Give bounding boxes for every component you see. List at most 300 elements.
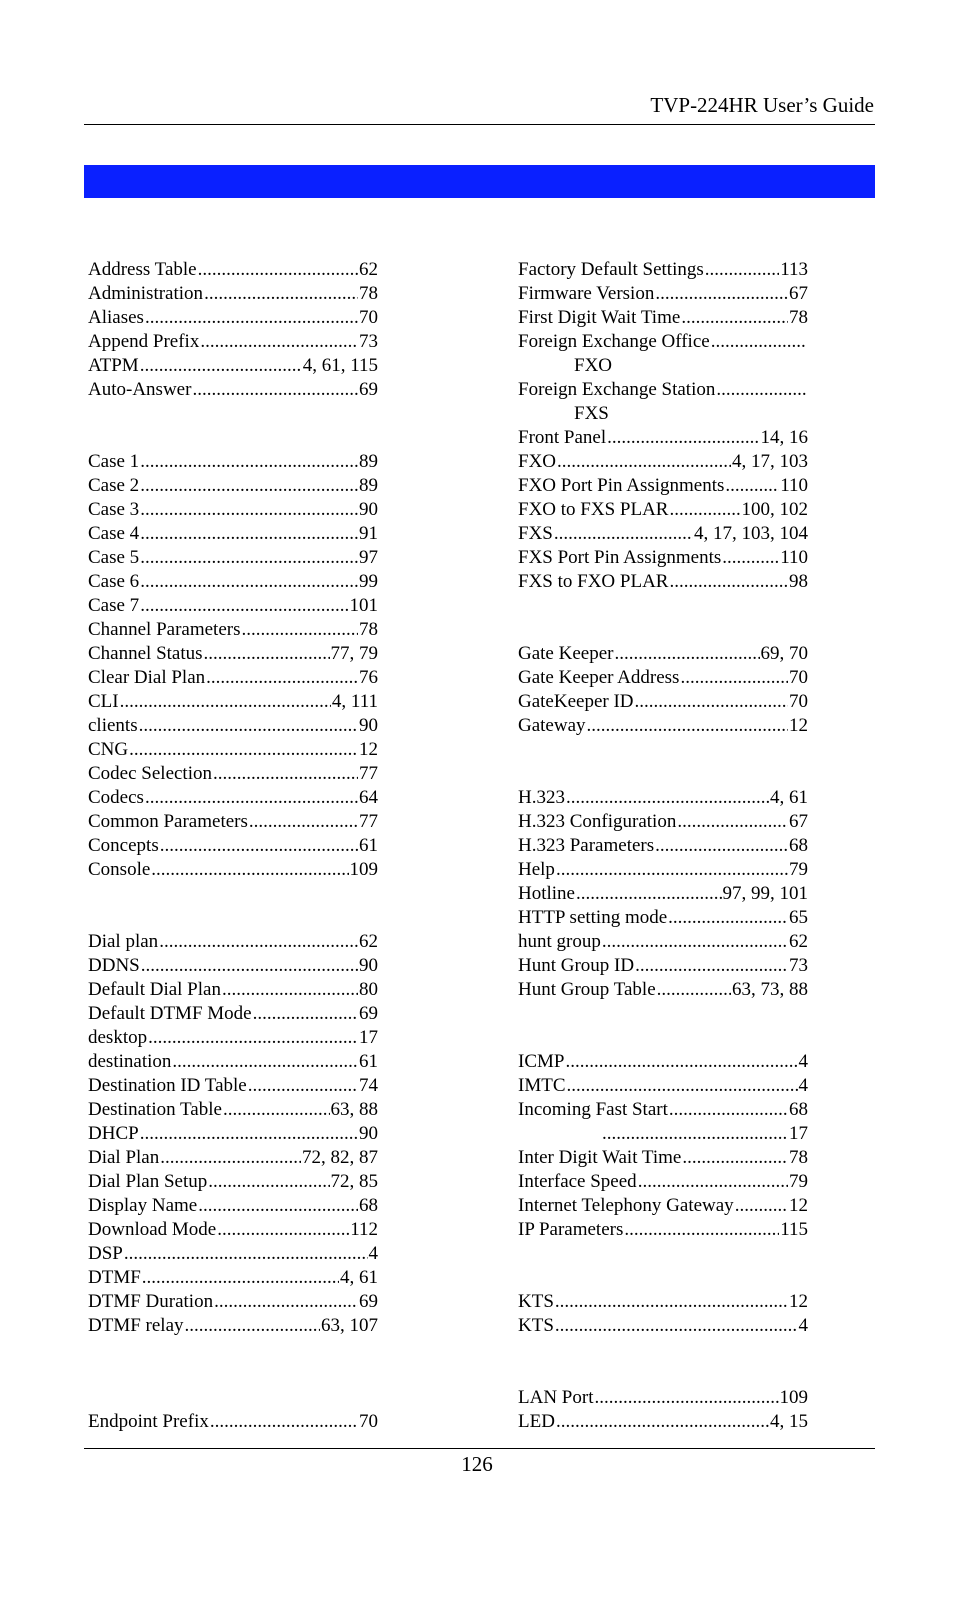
index-entry — [518, 1290, 808, 1314]
dot-leader — [655, 282, 788, 306]
index-entry — [518, 882, 808, 906]
index-pages: 61 — [359, 835, 378, 856]
index-pages: 63, 107 — [321, 1315, 378, 1336]
index-pages: 90 — [359, 715, 378, 736]
index-pages: 12 — [789, 1195, 808, 1216]
dot-leader — [198, 1194, 358, 1218]
dot-leader — [554, 522, 693, 546]
index-term: Destination Table — [88, 1099, 222, 1120]
index-term: Codecs — [88, 787, 144, 808]
index-entry — [88, 546, 378, 570]
index-term: H.323 — [518, 787, 565, 808]
index-entry — [88, 330, 378, 354]
index-entry — [88, 1242, 378, 1266]
index-entry — [518, 258, 808, 282]
dot-leader — [151, 858, 348, 882]
index-pages: 73 — [359, 331, 378, 352]
index-entry — [518, 498, 808, 522]
index-entry — [518, 906, 808, 930]
index-pages: 4 — [798, 1051, 808, 1072]
index-term: Codec Selection — [88, 763, 212, 784]
index-entry — [88, 978, 378, 1002]
index-entry — [518, 378, 808, 402]
index-term: Hunt Group Table — [518, 979, 656, 1000]
index-gap — [518, 1338, 808, 1362]
dot-leader — [602, 930, 788, 954]
index-term: Channel Status — [88, 643, 203, 664]
index-entry — [518, 714, 808, 738]
index-gap — [88, 1386, 378, 1410]
index-term: LAN Port — [518, 1387, 594, 1408]
index-pages: 74 — [359, 1075, 378, 1096]
index-entry — [88, 1122, 378, 1146]
index-entry — [88, 570, 378, 594]
index-term: First Digit Wait Time — [518, 307, 681, 328]
index-entry — [518, 666, 808, 690]
index-pages: 77 — [359, 763, 378, 784]
index-pages: 112 — [350, 1219, 378, 1240]
index-entry — [518, 930, 808, 954]
index-pages: 78 — [789, 307, 808, 328]
index-term: HTTP setting mode — [518, 907, 668, 928]
dot-leader — [249, 810, 358, 834]
index-term: Internet Telephony Gateway — [518, 1195, 734, 1216]
index-term: Download Mode — [88, 1219, 217, 1240]
dot-leader — [716, 378, 807, 402]
dot-leader — [140, 570, 358, 594]
index-term: Incoming Fast Start — [518, 1099, 668, 1120]
index-term: FXS to FXO PLAR — [518, 571, 669, 592]
index-pages: 70 — [789, 667, 808, 688]
index-gap — [88, 426, 378, 450]
index-term: Console — [88, 859, 151, 880]
index-entry — [88, 282, 378, 306]
index-entry — [518, 570, 808, 594]
index-term: FXS — [518, 523, 553, 544]
index-pages: 78 — [359, 283, 378, 304]
index-pages: 89 — [359, 475, 378, 496]
dot-leader — [160, 1146, 301, 1170]
dot-leader — [705, 258, 779, 282]
index-entry — [88, 714, 378, 738]
dot-leader — [217, 1218, 349, 1242]
index-gap — [518, 738, 808, 762]
index-entry — [88, 1026, 378, 1050]
index-term: Channel Parameters — [88, 619, 241, 640]
dot-leader — [140, 498, 358, 522]
dot-leader — [210, 1410, 358, 1434]
dot-leader — [602, 1122, 788, 1146]
index-entry — [88, 474, 378, 498]
index-pages: 65 — [789, 907, 808, 928]
index-term: H.323 Configuration — [518, 811, 677, 832]
dot-leader — [669, 498, 740, 522]
dot-leader — [253, 1002, 358, 1026]
index-entry — [88, 522, 378, 546]
dot-leader — [141, 954, 358, 978]
index-term: DTMF — [88, 1267, 141, 1288]
index-term: Default Dial Plan — [88, 979, 221, 1000]
dot-leader — [145, 306, 358, 330]
index-term: Case 7 — [88, 595, 140, 616]
index-term: clients — [88, 715, 138, 736]
dot-leader — [638, 1170, 788, 1194]
index-entry — [518, 786, 808, 810]
index-pages: 61 — [359, 1051, 378, 1072]
index-entry — [518, 642, 808, 666]
index-entry — [518, 810, 808, 834]
dot-leader — [722, 546, 779, 570]
index-pages: 90 — [359, 1123, 378, 1144]
index-term: DSP — [88, 1243, 123, 1264]
index-entry — [88, 1410, 378, 1434]
index-entry — [88, 1170, 378, 1194]
section-banner — [84, 165, 875, 198]
index-pages: 68 — [789, 1099, 808, 1120]
index-pages: 62 — [789, 931, 808, 952]
dot-leader — [576, 882, 722, 906]
index-gap — [518, 762, 808, 786]
dot-leader — [682, 1146, 788, 1170]
dot-leader — [208, 1170, 329, 1194]
index-term: Gate Keeper Address — [518, 667, 680, 688]
header-rule — [84, 124, 875, 125]
index-term: Case 2 — [88, 475, 140, 496]
index-pages: 63, 88 — [330, 1099, 378, 1120]
index-term: Foreign Exchange Office — [518, 331, 710, 352]
index-entry — [88, 1194, 378, 1218]
index-entry — [518, 690, 808, 714]
index-pages: 89 — [359, 451, 378, 472]
index-term: Common Parameters — [88, 811, 248, 832]
index-gap — [518, 1242, 808, 1266]
dot-leader — [566, 786, 769, 810]
dot-leader — [711, 330, 807, 354]
index-pages: 17 — [789, 1123, 808, 1144]
dot-leader — [655, 834, 788, 858]
dot-leader — [594, 1386, 778, 1410]
index-pages: 67 — [789, 283, 808, 304]
dot-leader — [555, 1314, 798, 1338]
index-term: Clear Dial Plan — [88, 667, 206, 688]
index-pages: 69 — [359, 1003, 378, 1024]
index-entry — [518, 1386, 808, 1410]
index-pages: 70 — [789, 691, 808, 712]
index-term: Front Panel — [518, 427, 607, 448]
index-term: Firmware Version — [518, 283, 655, 304]
index-entry — [518, 1146, 808, 1170]
dot-leader — [140, 594, 348, 618]
index-term: Case 1 — [88, 451, 140, 472]
index-term: FXO Port Pin Assignments — [518, 475, 725, 496]
index-term: DTMF relay — [88, 1315, 184, 1336]
dot-leader — [142, 1266, 339, 1290]
dot-leader — [198, 258, 358, 282]
index-pages: 79 — [789, 859, 808, 880]
dot-leader — [555, 1290, 788, 1314]
index-term: Case 5 — [88, 547, 140, 568]
index-gap — [518, 1362, 808, 1386]
index-pages: 70 — [359, 307, 378, 328]
index-term: Foreign Exchange Station — [518, 379, 716, 400]
index-entry — [88, 786, 378, 810]
dot-leader — [140, 354, 302, 378]
footer-rule — [84, 1448, 875, 1449]
index-entry — [88, 834, 378, 858]
index-gap — [88, 402, 378, 426]
dot-leader — [657, 978, 731, 1002]
dot-leader — [635, 954, 788, 978]
index-term: Administration — [88, 283, 204, 304]
index-entry — [518, 474, 808, 498]
index-term: hunt group — [518, 931, 601, 952]
index-term: Case 4 — [88, 523, 140, 544]
dot-leader — [200, 330, 358, 354]
index-entry — [518, 1122, 808, 1146]
index-pages: 109 — [779, 1387, 808, 1408]
dot-leader — [213, 762, 358, 786]
dot-leader — [214, 1290, 358, 1314]
index-entry — [88, 498, 378, 522]
index-entry — [88, 1290, 378, 1314]
index-entry — [88, 1314, 378, 1338]
index-term: DHCP — [88, 1123, 139, 1144]
index-column-right — [518, 258, 808, 1434]
index-entry — [518, 1194, 808, 1218]
dot-leader — [725, 474, 779, 498]
index-pages: 64 — [359, 787, 378, 808]
index-pages: 90 — [359, 955, 378, 976]
index-term: desktop — [88, 1027, 148, 1048]
dot-leader — [140, 522, 358, 546]
index-entry-continuation: FXS — [574, 403, 609, 424]
dot-leader — [241, 618, 358, 642]
index-term: Append Prefix — [88, 331, 200, 352]
index-term: Dial plan — [88, 931, 159, 952]
index-pages: 72, 82, 87 — [302, 1147, 378, 1168]
index-pages: 4, 17, 103 — [732, 451, 808, 472]
dot-leader — [140, 1122, 358, 1146]
index-entry — [518, 282, 808, 306]
index-entry — [88, 618, 378, 642]
index-pages: 62 — [359, 259, 378, 280]
index-pages: 97 — [359, 547, 378, 568]
index-term: Dial Plan — [88, 1147, 160, 1168]
dot-leader — [159, 930, 358, 954]
index-pages: 17 — [359, 1027, 378, 1048]
index-term: Interface Speed — [518, 1171, 637, 1192]
index-entry — [518, 834, 808, 858]
index-entry — [518, 1050, 808, 1074]
index-entry — [518, 858, 808, 882]
index-entry — [88, 1266, 378, 1290]
index-column-left — [88, 258, 378, 1434]
index-entry — [518, 1410, 808, 1434]
index-entry — [88, 1074, 378, 1098]
index-entry — [88, 594, 378, 618]
dot-leader — [140, 450, 358, 474]
index-gap — [518, 1266, 808, 1290]
index-gap — [88, 1362, 378, 1386]
index-pages: 91 — [359, 523, 378, 544]
index-pages: 115 — [780, 1219, 808, 1240]
dot-leader — [148, 1026, 358, 1050]
index-pages: 4, 15 — [770, 1411, 808, 1432]
dot-leader — [681, 306, 788, 330]
index-entry — [518, 1218, 808, 1242]
index-entry — [88, 354, 378, 378]
dot-leader — [614, 642, 759, 666]
index-entry — [518, 522, 808, 546]
header-title: TVP-224HR User’s Guide — [650, 93, 874, 117]
index-term: CLI — [88, 691, 119, 712]
index-pages: 78 — [359, 619, 378, 640]
index-term: Gate Keeper — [518, 643, 614, 664]
index-term: KTS — [518, 1315, 554, 1336]
index-entry — [88, 378, 378, 402]
index-term: destination — [88, 1051, 172, 1072]
index-pages: 73 — [789, 955, 808, 976]
dot-leader — [635, 690, 788, 714]
dot-leader — [192, 378, 358, 402]
index-term: Concepts — [88, 835, 159, 856]
index-term: Auto-Answer — [88, 379, 192, 400]
index-entry — [88, 1098, 378, 1122]
index-gap — [88, 882, 378, 906]
index-entry — [88, 666, 378, 690]
index-entry — [518, 954, 808, 978]
index-pages: 4 — [798, 1075, 808, 1096]
index-pages: 69 — [359, 1291, 378, 1312]
dot-leader — [587, 714, 788, 738]
index-entry — [88, 642, 378, 666]
index-term: GateKeeper ID — [518, 691, 634, 712]
dot-leader — [139, 714, 358, 738]
dot-leader — [556, 1410, 769, 1434]
index-entry — [88, 690, 378, 714]
dot-leader — [248, 1074, 358, 1098]
dot-leader — [223, 1098, 330, 1122]
index-pages: 110 — [780, 547, 808, 568]
index-term: Case 6 — [88, 571, 140, 592]
index-pages: 68 — [359, 1195, 378, 1216]
dot-leader — [565, 1050, 797, 1074]
index-entry — [518, 1074, 808, 1098]
index-pages: 97, 99, 101 — [722, 883, 808, 904]
page-number: 126 — [461, 1452, 493, 1476]
index-entry — [88, 810, 378, 834]
index-term: ATPM — [88, 355, 139, 376]
index-pages: 4, 17, 103, 104 — [694, 523, 808, 544]
index-term: Default DTMF Mode — [88, 1003, 252, 1024]
index-pages: 99 — [359, 571, 378, 592]
index-entry — [88, 930, 378, 954]
dot-leader — [120, 690, 331, 714]
index-pages: 77 — [359, 811, 378, 832]
dot-leader — [669, 570, 788, 594]
dot-leader — [145, 786, 358, 810]
dot-leader — [567, 1074, 798, 1098]
index-pages: 113 — [780, 259, 808, 280]
index-entry — [88, 762, 378, 786]
index-term: FXS Port Pin Assignments — [518, 547, 722, 568]
index-pages: 4 — [798, 1315, 808, 1336]
index-term: LED — [518, 1411, 555, 1432]
index-pages: 4, 111 — [331, 691, 378, 712]
dot-leader — [160, 834, 358, 858]
dot-leader — [204, 282, 358, 306]
index-pages: 110 — [780, 475, 808, 496]
index-term: Endpoint Prefix — [88, 1411, 209, 1432]
index-pages: 80 — [359, 979, 378, 1000]
dot-leader — [677, 810, 788, 834]
index-pages: 98 — [789, 571, 808, 592]
dot-leader — [556, 858, 788, 882]
index-entry — [88, 1218, 378, 1242]
index-gap — [518, 1026, 808, 1050]
index-term: Destination ID Table — [88, 1075, 247, 1096]
index-gap — [518, 618, 808, 642]
dot-leader — [624, 1218, 779, 1242]
index-entry — [518, 426, 808, 450]
index-pages: 70 — [359, 1411, 378, 1432]
dot-leader — [129, 738, 358, 762]
index-pages: 14, 16 — [760, 427, 808, 448]
index-pages: 62 — [359, 931, 378, 952]
dot-leader — [668, 906, 788, 930]
index-pages: 72, 85 — [330, 1171, 378, 1192]
index-entry — [88, 258, 378, 282]
index-entry — [518, 450, 808, 474]
index-entry — [88, 858, 378, 882]
index-entry — [88, 1002, 378, 1026]
index-entry — [88, 306, 378, 330]
dot-leader — [557, 450, 731, 474]
index-term: IMTC — [518, 1075, 566, 1096]
index-entry — [88, 738, 378, 762]
index-pages: 100, 102 — [741, 499, 808, 520]
index-pages: 90 — [359, 499, 378, 520]
dot-leader — [607, 426, 759, 450]
index-entry — [518, 1170, 808, 1194]
index-entry-continuation: FXO — [574, 355, 613, 376]
index-entry — [88, 450, 378, 474]
index-term: FXO to FXS PLAR — [518, 499, 669, 520]
index-term: Help — [518, 859, 555, 880]
index-pages: 77, 79 — [330, 643, 378, 664]
index-term: Dial Plan Setup — [88, 1171, 208, 1192]
index-entry — [518, 1098, 808, 1122]
dot-leader — [140, 474, 358, 498]
index-pages: 109 — [349, 859, 378, 880]
index-term: Hunt Group ID — [518, 955, 635, 976]
index-term: FXO — [518, 451, 557, 472]
index-entry — [518, 306, 808, 330]
index-term: H.323 Parameters — [518, 835, 655, 856]
index-pages: 68 — [789, 835, 808, 856]
index-entry — [88, 1050, 378, 1074]
index-entry — [518, 978, 808, 1002]
index-gap — [88, 906, 378, 930]
index-pages: 101 — [349, 595, 378, 616]
dot-leader — [669, 1098, 788, 1122]
index-term: CNG — [88, 739, 129, 760]
index-pages: 63, 73, 88 — [732, 979, 808, 1000]
index-entry — [518, 546, 808, 570]
index-pages: 12 — [789, 1291, 808, 1312]
index-term: Gateway — [518, 715, 586, 736]
dot-leader — [204, 642, 330, 666]
